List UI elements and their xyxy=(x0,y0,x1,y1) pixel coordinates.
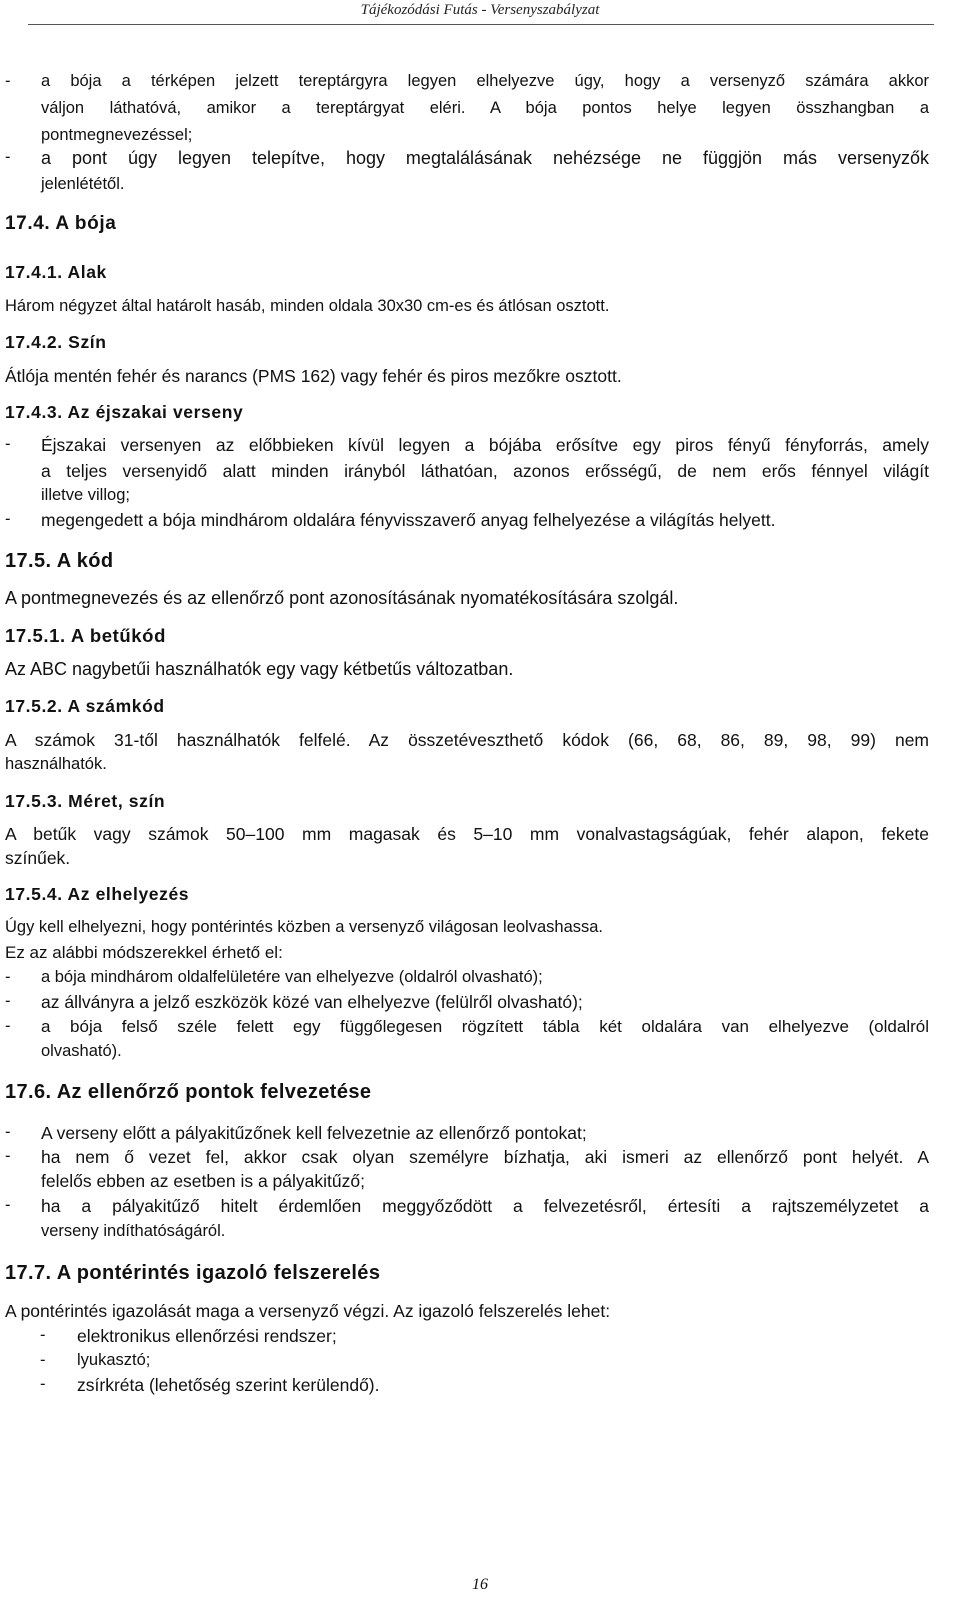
list-item-text: A verseny előtt a pályakitűzőnek kell felvezetnie az ellenőrző pontokat; xyxy=(41,1123,587,1143)
list-item-text: zsírkréta (lehetőség szerint kerülendő). xyxy=(77,1375,380,1395)
list-item-text: olvasható). xyxy=(41,1042,122,1060)
list-item-text: a bója mindhárom oldalfelületére van elhelyezve (oldalról olvasható); xyxy=(41,968,543,986)
section-heading: 17.5.2. A számkód xyxy=(5,696,165,716)
list-bullet: - xyxy=(40,1351,46,1369)
list-item-text: lyukasztó; xyxy=(77,1351,151,1369)
paragraph: Átlója mentén fehér és narancs (PMS 162) vagy fehér és piros mezőkre osztott. xyxy=(5,366,622,386)
header-rule xyxy=(28,24,934,25)
list-bullet: - xyxy=(5,1017,11,1035)
paragraph: A pontmegnevezés és az ellenőrző pont azonosításának nyomatékosítására szolgál. xyxy=(5,588,679,608)
section-heading: 17.7. A pontérintés igazoló felszerelés xyxy=(5,1262,381,1284)
section-heading: 17.5.4. Az elhelyezés xyxy=(5,884,190,904)
list-item-text: az állványra a jelző eszközök közé van elhelyezve (felülről olvasható); xyxy=(41,992,583,1012)
list-bullet: - xyxy=(5,510,11,528)
list-item-text: felelős ebben az esetben is a pályakitűző; xyxy=(41,1171,365,1191)
paragraph: Az ABC nagybetűi használhatók egy vagy kétbetűs változatban. xyxy=(5,659,514,679)
section-heading: 17.4. A bója xyxy=(5,213,117,234)
paragraph: Úgy kell elhelyezni, hogy pontérintés közben a versenyző világosan leolvashassa. xyxy=(5,918,604,936)
list-bullet: - xyxy=(40,1326,46,1344)
list-bullet: - xyxy=(5,435,11,453)
list-bullet: - xyxy=(40,1375,46,1393)
paragraph: A betűk vagy számok 50–100 mm magasak és 5–10 mm vonalvastagságúak, fehér alapon, fekete xyxy=(5,824,929,844)
section-heading: 17.5.1. A betűkód xyxy=(5,625,166,646)
list-item-text: illetve villog; xyxy=(41,486,130,504)
list-bullet: - xyxy=(5,148,11,166)
paragraph: színűek. xyxy=(5,848,71,868)
section-heading: 17.6. Az ellenőrző pontok felvezetése xyxy=(5,1081,372,1103)
page-header: Tájékozódási Futás - Versenyszabályzat xyxy=(360,2,600,18)
list-item-text: ha nem ő vezet fel, akkor csak olyan személyre bízhatja, aki ismeri az ellenőrző pont helyét. A xyxy=(41,1147,929,1167)
list-item-text: jelenlététől. xyxy=(41,175,125,193)
list-item-text: ha a pályakitűző hitelt érdemlően meggyőződött a felvezetésről, értesíti a rajtszemélyzetet a xyxy=(41,1196,929,1216)
list-item-text: elektronikus ellenőrzési rendszer; xyxy=(77,1326,337,1346)
list-item-text: megengedett a bója mindhárom oldalára fényvisszaverő anyag felhelyezése a világítás helyett. xyxy=(41,510,776,530)
list-bullet: - xyxy=(5,992,11,1010)
list-item-text: pontmegnevezéssel; xyxy=(41,126,193,144)
paragraph: A pontérintés igazolását maga a versenyző végzi. Az igazoló felszerelés lehet: xyxy=(5,1301,611,1321)
section-heading: 17.4.2. Szín xyxy=(5,332,107,352)
list-item-text: a bója felső széle felett egy függőlegesen rögzített tábla két oldalára van elhelyezve (oldalról xyxy=(41,1017,929,1036)
section-heading: 17.5.3. Méret, szín xyxy=(5,791,166,811)
list-item-text: a bója a térképen jelzett tereptárgyra legyen elhelyezve úgy, hogy a versenyző számára akkor xyxy=(41,72,929,90)
section-heading: 17.4.3. Az éjszakai verseny xyxy=(5,402,244,422)
list-bullet: - xyxy=(5,1196,11,1214)
section-heading: 17.5. A kód xyxy=(5,550,114,572)
list-item-text: Éjszakai versenyen az előbbieken kívül legyen a bójába erősítve egy piros fényű fényforrás, amely xyxy=(41,435,929,455)
paragraph: A számok 31-től használhatók felfelé. Az összetéveszthető kódok (66, 68, 86, 89, 98, 99) nem xyxy=(5,730,929,750)
list-bullet: - xyxy=(5,72,11,90)
list-bullet: - xyxy=(5,1147,11,1165)
paragraph: Ez az alábbi módszerekkel érhető el: xyxy=(5,943,283,962)
page-number: 16 xyxy=(472,1576,488,1593)
list-item-text: verseny indíthatóságáról. xyxy=(41,1222,226,1240)
paragraph: Három négyzet által határolt hasáb, minden oldala 30x30 cm-es és átlósan osztott. xyxy=(5,297,610,315)
list-item-text: váljon láthatóvá, amikor a tereptárgyat eléri. A bója pontos helye legyen összhangban a xyxy=(41,99,929,117)
list-item-text: a teljes versenyidő alatt minden irányból láthatóan, azonos erősségű, de nem erős fénnyel világít xyxy=(41,461,929,481)
list-bullet: - xyxy=(5,968,11,986)
paragraph: használhatók. xyxy=(5,755,107,773)
section-heading: 17.4.1. Alak xyxy=(5,262,107,282)
list-item-text: a pont úgy legyen telepítve, hogy megtalálásának nehézsége ne függjön más versenyzők xyxy=(41,148,929,168)
list-bullet: - xyxy=(5,1123,11,1141)
